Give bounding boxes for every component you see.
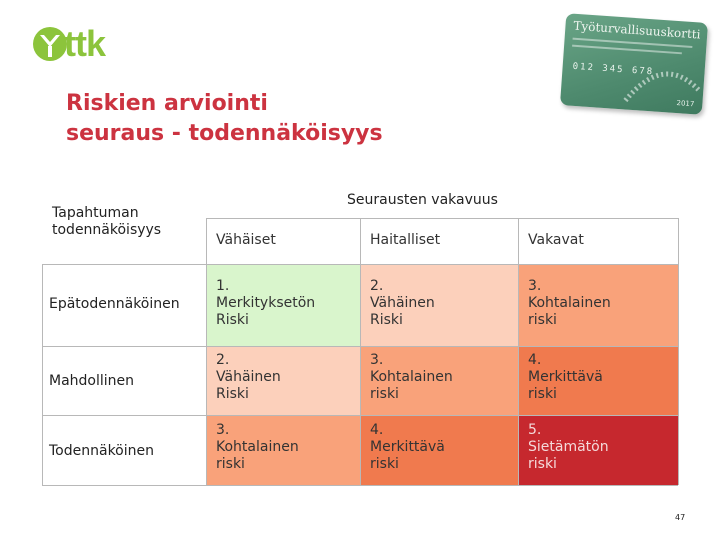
matrix-cell-r3c3 [518,415,678,485]
matrix-cell-r1c3 [518,264,678,346]
column-header-3 [518,218,678,264]
row-header-line-1: Tapahtuman [52,205,139,221]
grid-line [360,218,361,485]
cell-text: 2. Vähäinen Riski [370,278,435,328]
title-line-2: seuraus - todennäköisyys [66,121,383,146]
matrix-cell-r1c1 [206,264,360,346]
cell-text: 3. Kohtalainen riski [216,422,299,472]
row-label-3: Todennäköinen [49,443,154,459]
title-line-1: Riskien arviointi [66,91,268,116]
cell-text: 3. Kohtalainen riski [528,278,611,328]
grid-line [678,218,679,485]
column-header-2 [360,218,518,264]
row-header-line-2: todennäköisyys [52,222,162,238]
cell-text: 3. Kohtalainen riski [370,352,453,402]
row-label-1: Epätodennäköinen [49,296,180,312]
column-header-1 [206,218,360,264]
cell-text: 2. Vähäinen Riski [216,352,281,402]
grid-line [518,218,519,485]
matrix-cell-r2c2 [360,346,518,415]
grid-line [206,218,207,485]
logo-text: ttk [64,23,105,64]
grid-line [42,264,43,485]
column-header-label: Haitalliset [370,232,441,248]
card-year: 2017 [676,99,695,109]
column-header-label: Vakavat [528,232,584,248]
card-number: 012 345 678 [572,61,655,78]
grid-line [42,485,678,486]
row-label-2: Mahdollinen [49,373,135,389]
matrix-cell-r3c1 [206,415,360,485]
grid-line [206,218,678,219]
page-number: 47 [675,513,686,522]
column-group-header: Seurausten vakavuus [347,192,498,208]
matrix-cell-r2c3 [518,346,678,415]
card-title: Työturvallisuuskortti [573,18,701,42]
column-header-label: Vähäiset [216,232,276,248]
matrix-cell-r3c2 [360,415,518,485]
cell-text: 4. Merkittävä riski [528,352,603,402]
matrix-cell-r1c2 [360,264,518,346]
cell-text: 4. Merkittävä riski [370,422,445,472]
matrix-cell-r2c1 [206,346,360,415]
cell-text: 1. Merkityksetön Riski [216,278,316,328]
cell-text: 5. Sietämätön riski [528,422,609,472]
